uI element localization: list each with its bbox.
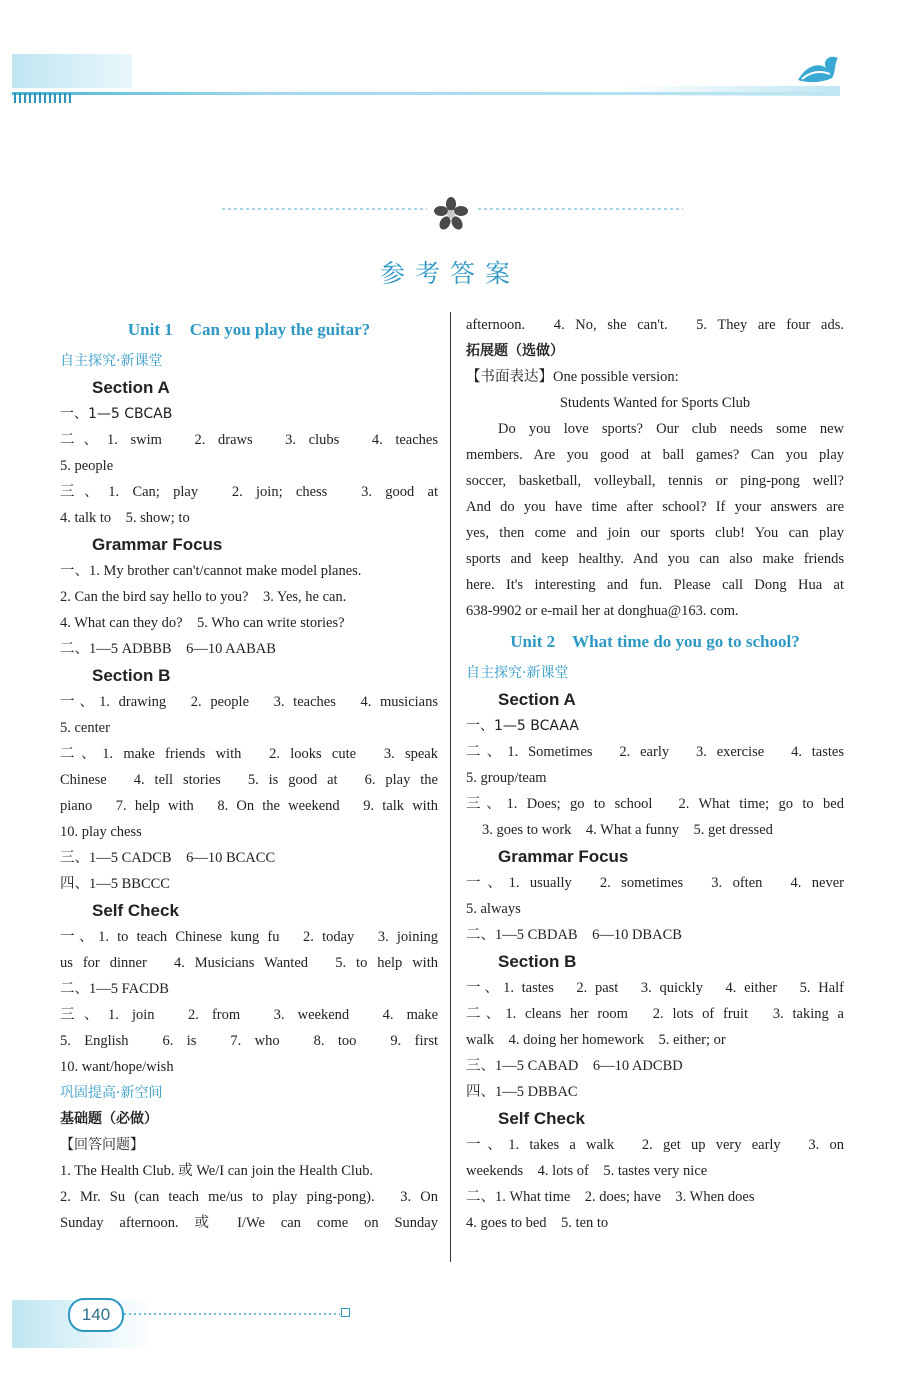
answer-line: 巩固提高·新空间 xyxy=(60,1085,163,1101)
answer-line: 二、1—5 FACDB xyxy=(60,981,169,997)
answer-line: 4. goes to bed 5. ten to xyxy=(466,1215,609,1231)
answer-line: 5. English 6. is 7. who 8. too 9. first xyxy=(60,1033,438,1049)
header-band xyxy=(12,54,132,88)
answer-line: here. It's interesting and fun. Please call Dong Hua at xyxy=(466,577,844,593)
answer-line: 拓展题（选做） xyxy=(466,343,564,359)
answer-line: sports and keep healthy. And you can also make friends xyxy=(466,551,844,567)
answer-line: 一、1. to teach Chinese kung fu 2. today 3. joining xyxy=(60,929,438,945)
page-number: 140 xyxy=(68,1298,124,1332)
answer-line: 三、1. Does; go to school 2. What time; go to bed xyxy=(466,796,844,812)
header-barcode-marks xyxy=(14,93,74,103)
answer-line: Section B xyxy=(498,952,577,971)
answer-line: 自主探究·新课堂 xyxy=(60,353,163,369)
answer-line: Unit 2 What time do you go to school? xyxy=(510,632,800,651)
answer-line: 二、1. make friends with 2. looks cute 3. speak xyxy=(60,746,438,762)
answer-line: 5. center xyxy=(60,720,110,736)
answer-line: weekends 4. lots of 5. tastes very nice xyxy=(466,1163,708,1179)
answer-line: us for dinner 4. Musicians Wanted 5. to help with xyxy=(60,955,438,971)
answer-line: 二、1. Sometimes 2. early 3. exercise 4. tastes xyxy=(466,744,844,760)
answer-line: soccer, basketball, volleyball, tennis or ping-pong well? xyxy=(466,473,844,489)
answer-line: 4. What can they do? 5. Who can write stories? xyxy=(60,615,345,631)
answer-line: 三、1—5 CADCB 6—10 BCACC xyxy=(60,850,276,866)
flower-icon xyxy=(433,196,469,232)
answer-line: 二、1—5 ADBBB 6—10 AABAB xyxy=(60,641,276,657)
answer-line: 10. play chess xyxy=(60,824,142,840)
answer-line: And do you have time after school? If your answers are xyxy=(466,499,844,515)
answer-line: Grammar Focus xyxy=(92,535,223,554)
answer-line: Self Check xyxy=(498,1109,585,1128)
header-rule xyxy=(12,92,840,95)
answer-line: 4. talk to 5. show; to xyxy=(60,510,190,526)
answer-line: 一、1—5 BCAAA xyxy=(466,718,579,734)
answer-line: piano 7. help with 8. On the weekend 9. talk with xyxy=(60,798,438,814)
ornament-dots-right xyxy=(478,208,683,210)
answer-line: 10. want/hope/wish xyxy=(60,1059,174,1075)
answer-line: 二、1. swim 2. draws 3. clubs 4. teaches xyxy=(60,432,438,448)
answer-line: Unit 1 Can you play the guitar? xyxy=(127,320,371,339)
answer-line: 一、1. tastes 2. past 3. quickly 4. either 5. Half xyxy=(466,980,844,996)
answer-line: 二、1. cleans her room 2. lots of fruit 3. taking a xyxy=(466,1006,844,1022)
answer-line: 四、1—5 DBBAC xyxy=(466,1084,578,1100)
footer-square xyxy=(341,1308,350,1317)
answer-line: afternoon. 4. No, she can't. 5. They are four ads. xyxy=(466,317,844,333)
answer-line: 2. Mr. Su (can teach me/us to play ping-pong). 3. On xyxy=(60,1189,438,1205)
footer-dots xyxy=(124,1313,340,1315)
answer-line: 3. goes to work 4. What a funny 5. get dressed xyxy=(482,822,773,838)
answer-line: Do you love sports? Our club needs some new xyxy=(498,421,844,437)
answer-line: Self Check xyxy=(92,901,179,920)
answer-line: 2. Can the bird say hello to you? 3. Yes, he can. xyxy=(60,589,347,605)
answer-line: 一、1. usually 2. sometimes 3. often 4. never xyxy=(466,875,844,891)
answer-line: 【书面表达】One possible version: xyxy=(466,369,679,385)
answer-line: Section A xyxy=(92,378,170,397)
answer-line: members. Are you good at ball games? Can you play xyxy=(466,447,844,463)
answer-line: Section A xyxy=(498,690,576,709)
answer-line: 5. always xyxy=(466,901,521,917)
answer-line: 自主探究·新课堂 xyxy=(466,665,569,681)
answer-line: 一、1—5 CBCAB xyxy=(60,406,173,422)
answer-line: 四、1—5 BBCCC xyxy=(60,876,170,892)
answer-line: 三、1. join 2. from 3. weekend 4. make xyxy=(60,1007,438,1023)
left-column xyxy=(60,312,438,1236)
answer-line: 一、1. drawing 2. people 3. teaches 4. musicians xyxy=(60,694,438,710)
answer-line: 5. people xyxy=(60,458,114,474)
answer-line: walk 4. doing her homework 5. either; or xyxy=(466,1032,726,1048)
ornament-dots-left xyxy=(222,208,427,210)
answer-line: 一、1. takes a walk 2. get up very early 3. on xyxy=(466,1137,844,1153)
answer-line: 5. group/team xyxy=(466,770,547,786)
answer-line: 638-9902 or e-mail her at donghua@163. com. xyxy=(466,603,739,619)
right-column xyxy=(466,312,844,1236)
answer-line: 三、1. Can; play 2. join; chess 3. good at xyxy=(60,484,438,500)
answer-line: 二、1. What time 2. does; have 3. When does xyxy=(466,1189,755,1205)
column-divider xyxy=(450,312,451,1262)
answer-line: 1. The Health Club. 或 We/I can join the Health Club. xyxy=(60,1163,374,1179)
answer-line: Grammar Focus xyxy=(498,847,629,866)
answer-line: 一、1. My brother can't/cannot make model planes. xyxy=(60,563,362,579)
answer-line: 基础题（必做） xyxy=(60,1111,158,1127)
answer-line: 三、1—5 CABAD 6—10 ADCBD xyxy=(466,1058,683,1074)
answer-line: Students Wanted for Sports Club xyxy=(559,395,751,411)
page-title: 参考答案 xyxy=(379,259,520,288)
answer-line: Sunday afternoon. 或 I/We can come on Sunday xyxy=(60,1215,438,1231)
wave-icon xyxy=(796,52,840,86)
answer-line: Section B xyxy=(92,666,171,685)
answer-line: Chinese 4. tell stories 5. is good at 6. play the xyxy=(60,772,438,788)
answer-line: 【回答问题】 xyxy=(60,1137,144,1153)
answer-line: yes, then come and join our sports club! You can play xyxy=(466,525,844,541)
answer-line: 二、1—5 CBDAB 6—10 DBACB xyxy=(466,927,682,943)
